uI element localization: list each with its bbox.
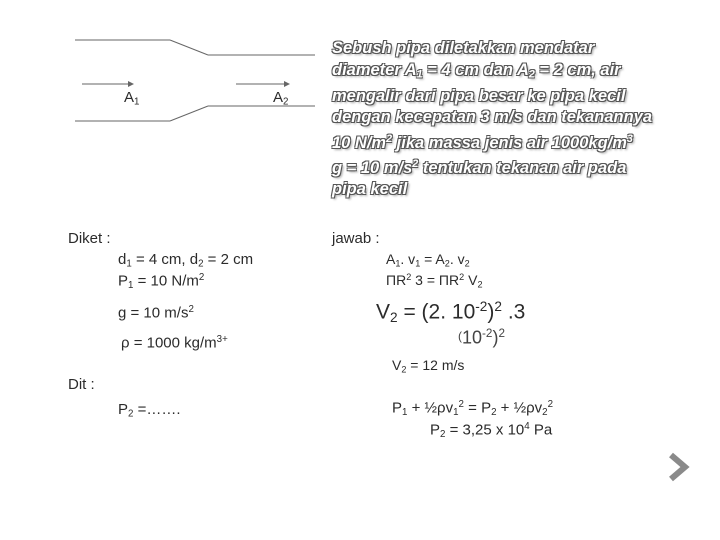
answer-area-equation: $\Pi R^2$ $3 = \Pi R^2$ $V_2$ (386, 272, 483, 290)
problem-statement (332, 38, 702, 201)
answer-bernoulli: $P_1$ + $\frac{1}{2}\rho v_1^2 = P_2$ + $\frac{1}{2}\rho v_2^2$ (392, 399, 554, 418)
problem-line-4: dengan kecepatan 3 m/s dan tekanannya (332, 108, 653, 127)
answer-p2-result: $P_2 = 3,25$ x $10^4$ Pa (430, 421, 553, 440)
answer-v2-result: $V_2 = 12$ m/s (392, 357, 465, 375)
asked-p2: $P_2$ =……. (118, 401, 181, 420)
answer-v2-denominator: $^(10^{-2})^2$ (458, 327, 505, 348)
known-density: ρ = 1000 $kg/m^{3+}$ (121, 334, 228, 352)
known-heading: Diket : (68, 230, 111, 247)
flow-arrowhead-left (128, 81, 134, 87)
answer-heading: jawab : (332, 230, 380, 247)
problem-line-3: mengalir dari pipa besar ke pipa kecil (332, 86, 626, 105)
problem-line-1: Sebush pipa diletakkan mendatar (332, 39, 595, 57)
problem-line-6: g = 10 $m/s^2$ tentukan tekanan air pada (332, 158, 627, 177)
answer-v2-numerator: $V_2 = (2$. $10^{-2})^2$ .3 (376, 299, 526, 325)
known-pressure: $P_1 = 10$ $N/m^2$ (118, 272, 205, 291)
chevron-right-icon[interactable] (666, 452, 692, 482)
known-gravity: g = 10 $m/s^2$ (118, 304, 194, 322)
pipe-diagram (70, 38, 320, 128)
pipe-wall-bottom-taper (170, 106, 208, 121)
asked-heading: Dit : (68, 376, 95, 393)
known-diameters: $d_1 = 4$ cm, $d_2 = 2$ cm (118, 251, 254, 270)
label-a1: $A_1$ (124, 89, 140, 108)
problem-line-7: pipa kecil (332, 180, 408, 199)
pipe-wall-top-taper (170, 40, 208, 55)
label-a2: $A_2$ (273, 89, 289, 108)
flow-arrowhead-right (284, 81, 290, 87)
problem-line-2: diameter $A_1 = 4$ cm dan $A_2 = 2$ cm, air (332, 60, 621, 81)
problem-line-5: 10 $N/m^2$ jika massa jenis air $1000kg/m^3$ (332, 132, 633, 152)
answer-continuity: $A_1$. $v_1 = A_2$. $v_2$ (386, 251, 470, 269)
